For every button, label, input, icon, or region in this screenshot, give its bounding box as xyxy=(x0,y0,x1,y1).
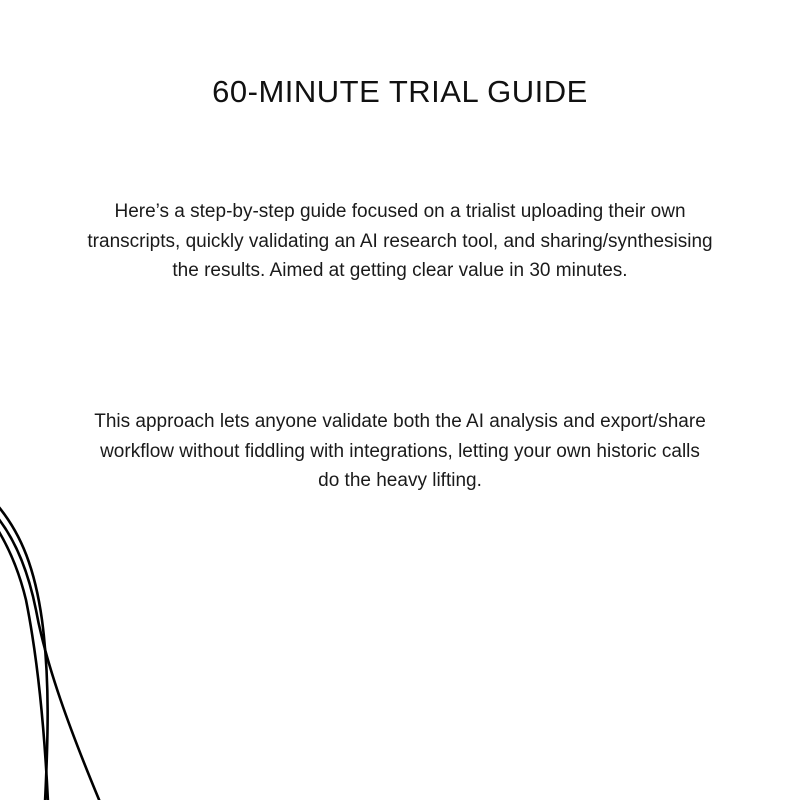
decorative-curve-1 xyxy=(0,506,48,800)
page-title: 60-MINUTE TRIAL GUIDE xyxy=(212,74,588,109)
intro-line-1: Here’s a step-by-step guide focused on a trialist uploading their own xyxy=(114,201,686,222)
closing-line-1: This approach lets anyone validate both the AI analysis and export/share xyxy=(94,411,706,432)
closing-paragraph xyxy=(50,407,750,496)
intro-line-3: the results. Aimed at getting clear value in 30 minutes. xyxy=(172,260,628,281)
closing-line-3: do the heavy lifting. xyxy=(318,470,482,491)
intro-line-2: transcripts, quickly validating an AI research tool, and sharing/synthesising xyxy=(87,230,713,252)
decorative-curve-2 xyxy=(0,518,100,800)
intro-paragraph xyxy=(50,197,750,286)
decorative-curve-3 xyxy=(0,530,48,800)
closing-line-2: workflow without fiddling with integrations, letting your own historic calls xyxy=(100,440,700,462)
